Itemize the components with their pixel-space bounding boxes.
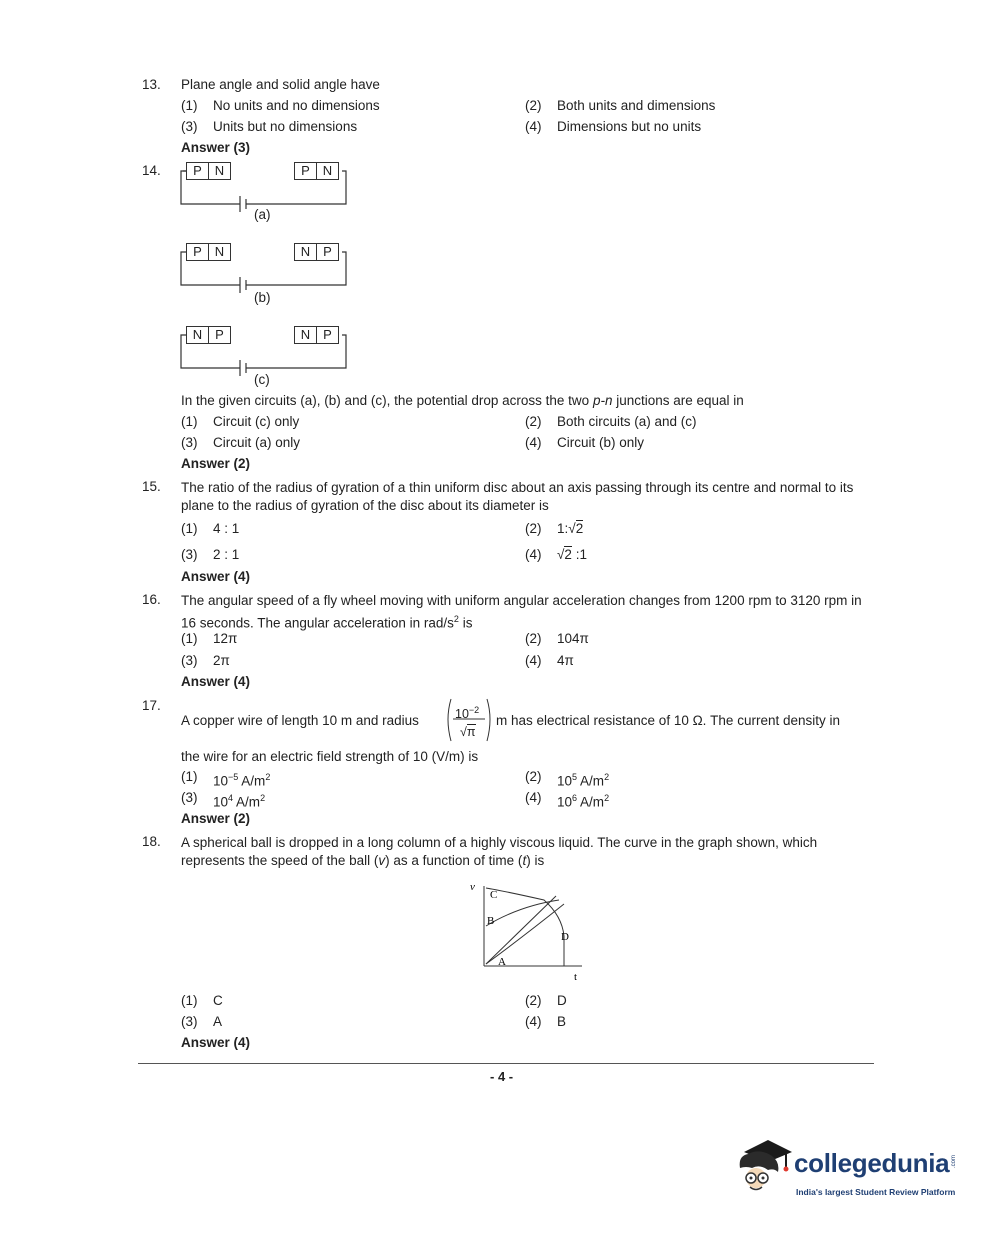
q16-option-2: 104π <box>557 631 589 646</box>
q13-option-2-num: (2) <box>525 98 542 113</box>
unit-exponent: 2 <box>604 793 610 803</box>
numerator-exponent: −2 <box>468 705 480 715</box>
ratio-text: 1: <box>557 521 569 536</box>
curve-c-label: C <box>490 889 498 901</box>
value-exponent: 6 <box>572 793 578 803</box>
q13-option-1-num: (1) <box>181 98 198 113</box>
q16-text-sup: 2 <box>453 614 459 624</box>
q18-option-4-num: (4) <box>525 1014 542 1029</box>
q18-option-2-num: (2) <box>525 993 542 1008</box>
q16-option-2-num: (2) <box>525 631 542 646</box>
junction-region: N <box>300 327 311 342</box>
q14-text-part: In the given circuits (a), (b) and (c), the potential drop across the two <box>181 393 593 408</box>
value-exponent: 5 <box>572 772 578 782</box>
value-unit: A/m <box>233 794 261 810</box>
q14-answer: Answer (2) <box>181 456 251 471</box>
q16-option-3: 2π <box>213 653 230 668</box>
q16-option-3-num: (3) <box>181 653 198 668</box>
junction-region: N <box>300 244 311 259</box>
q17-option-4 <box>557 790 609 811</box>
q13-option-2: Both units and dimensions <box>557 98 716 113</box>
junction-region: P <box>208 327 230 343</box>
curve-d-label: D <box>561 931 569 943</box>
radicand: 2 <box>564 547 572 562</box>
unit-exponent: 2 <box>260 793 266 803</box>
q15-option-3: 2 : 1 <box>213 547 240 562</box>
q16-text-part: The angular speed of a fly wheel moving with uniform angular acceleration changes from 1200 rpm to 3120 rpm in 16 seconds. The angular acceleration in rad/s <box>181 593 862 631</box>
q13-option-1: No units and no dimensions <box>213 98 380 113</box>
brand-name: collegedunia <box>794 1148 950 1178</box>
q14-text-italic: p-n <box>592 393 613 408</box>
q18-text-part: ) is <box>526 853 545 868</box>
q17-option-3 <box>213 790 265 811</box>
brand-tagline: India's largest Student Review Platform <box>796 1187 956 1197</box>
circuit-c-right-junction <box>294 326 339 344</box>
q18-option-1: C <box>213 993 223 1008</box>
circuit-b-left-junction <box>186 243 231 261</box>
q17-text-a: A copper wire of length 10 m and radius <box>181 713 419 728</box>
q13-text: Plane angle and solid angle have <box>181 77 380 92</box>
q14-option-1: Circuit (c) only <box>213 414 300 429</box>
q18-text-italic: t <box>522 853 527 868</box>
q17-text-c: the wire for an electric field strength of 10 (V/m) is <box>181 749 479 764</box>
q15-option-1: 4 : 1 <box>213 521 240 536</box>
q17-answer: Answer (2) <box>181 811 251 826</box>
value-exponent: −5 <box>228 772 239 782</box>
sqrt-icon: √ <box>557 547 565 562</box>
q15-option-2 <box>557 521 583 537</box>
junction-region: P <box>193 163 202 178</box>
q14-option-2: Both circuits (a) and (c) <box>557 414 697 429</box>
radicand: 2 <box>575 521 584 536</box>
sqrt-icon: √ <box>460 725 467 739</box>
value-base: 10 <box>213 773 229 789</box>
q18-text-part: ) as a function of time ( <box>385 853 523 868</box>
q15-number: 15. <box>142 479 161 494</box>
q15-option-2-num: (2) <box>525 521 542 536</box>
q17-text-b: m has electrical resistance of 10 Ω. The current density in <box>496 713 840 728</box>
q18-answer: Answer (4) <box>181 1035 251 1050</box>
q15-option-1-num: (1) <box>181 521 198 536</box>
curve-b-label: B <box>487 915 495 927</box>
page-number: - 4 - <box>490 1069 514 1084</box>
q18-option-4: B <box>557 1014 567 1029</box>
q15-answer: Answer (4) <box>181 569 251 584</box>
q13-option-4: Dimensions but no units <box>557 119 702 134</box>
q14-option-3: Circuit (a) only <box>213 435 301 450</box>
q18-text-part: A spherical ball is dropped in a long column of a highly viscous liquid. The curve in the graph shown, which represents the speed of the ball ( <box>181 835 818 868</box>
q14-option-4: Circuit (b) only <box>557 435 645 450</box>
value-base: 10 <box>557 794 573 810</box>
unit-exponent: 2 <box>604 772 610 782</box>
q14-option-1-num: (1) <box>181 414 198 429</box>
q18-number: 18. <box>142 834 161 849</box>
value-base: 10 <box>557 773 573 789</box>
q13-number: 13. <box>142 77 161 92</box>
q16-text <box>181 592 871 633</box>
q14-number: 14. <box>142 163 161 178</box>
q17-fraction-denominator <box>460 724 476 740</box>
q14-text <box>181 393 744 409</box>
value-exponent: 4 <box>228 793 234 803</box>
denominator-value: π <box>466 725 476 739</box>
q17-option-3-num: (3) <box>181 790 198 805</box>
y-axis-label: v <box>470 881 475 893</box>
q15-option-4 <box>557 547 587 563</box>
q15-text: The ratio of the radius of gyration of a thin uniform disc about an axis passing through its centre and normal to its plane to the radius of gyration of the disc about its diameter is <box>181 480 854 513</box>
circuit-a-left-junction <box>186 162 231 180</box>
junction-region: P <box>193 244 202 259</box>
q16-option-1: 12π <box>213 631 238 646</box>
numerator-base: 10 <box>455 707 469 722</box>
q18-option-1-num: (1) <box>181 993 198 1008</box>
q17-option-1-num: (1) <box>181 769 198 784</box>
q17-option-2 <box>557 769 609 790</box>
q18-option-2: D <box>557 993 567 1008</box>
curve-a-line <box>486 904 564 964</box>
value-unit: A/m <box>577 794 605 810</box>
collegedunia-mascot-icon <box>734 1138 794 1200</box>
q13-answer: Answer (3) <box>181 140 251 155</box>
velocity-time-graph <box>464 876 588 986</box>
x-axis-label: t <box>574 971 578 983</box>
value-base: 10 <box>213 794 229 810</box>
q18-text-italic: v <box>378 853 386 868</box>
q14-option-3-num: (3) <box>181 435 198 450</box>
q16-answer: Answer (4) <box>181 674 251 689</box>
circuit-c-label: (c) <box>254 372 270 387</box>
junction-region: P <box>301 163 310 178</box>
curve-a-label: A <box>498 956 506 968</box>
circuit-b-right-junction <box>294 243 339 261</box>
ratio-text: :1 <box>571 547 587 562</box>
q18-option-3-num: (3) <box>181 1014 198 1029</box>
q16-option-4: 4π <box>557 653 574 668</box>
q14-option-2-num: (2) <box>525 414 542 429</box>
q15-option-3-num: (3) <box>181 547 198 562</box>
value-unit: A/m <box>577 773 605 789</box>
q18-option-3: A <box>213 1014 223 1029</box>
circuit-b-label: (b) <box>254 290 271 305</box>
q17-number: 17. <box>142 698 161 713</box>
junction-region: N <box>316 163 338 179</box>
footer-divider <box>138 1063 874 1064</box>
q14-text-part: junctions are equal in <box>612 393 744 408</box>
brand-suffix: .com <box>951 1154 957 1168</box>
q17-fraction-numerator <box>455 702 479 722</box>
value-unit: A/m <box>238 773 266 789</box>
q15-option-4-num: (4) <box>525 547 542 562</box>
junction-region: N <box>208 163 230 179</box>
q16-text-part: is <box>458 615 473 631</box>
circuit-c-left-junction <box>186 326 231 344</box>
sqrt-icon: √ <box>568 521 576 536</box>
q17-option-4-num: (4) <box>525 790 542 805</box>
q13-option-4-num: (4) <box>525 119 542 134</box>
junction-region: P <box>316 327 338 343</box>
unit-exponent: 2 <box>265 772 271 782</box>
q13-option-3: Units but no dimensions <box>213 119 358 134</box>
q14-option-4-num: (4) <box>525 435 542 450</box>
q17-option-2-num: (2) <box>525 769 542 784</box>
q13-option-3-num: (3) <box>181 119 198 134</box>
q17-option-1 <box>213 769 270 790</box>
junction-region: N <box>192 327 203 342</box>
q16-option-1-num: (1) <box>181 631 198 646</box>
junction-region: P <box>316 244 338 260</box>
circuit-a-right-junction <box>294 162 339 180</box>
circuit-a-label: (a) <box>254 207 271 222</box>
junction-region: N <box>208 244 230 260</box>
q18-text <box>181 834 871 870</box>
curve-c-line <box>486 896 556 964</box>
q16-option-4-num: (4) <box>525 653 542 668</box>
q16-number: 16. <box>142 592 161 607</box>
